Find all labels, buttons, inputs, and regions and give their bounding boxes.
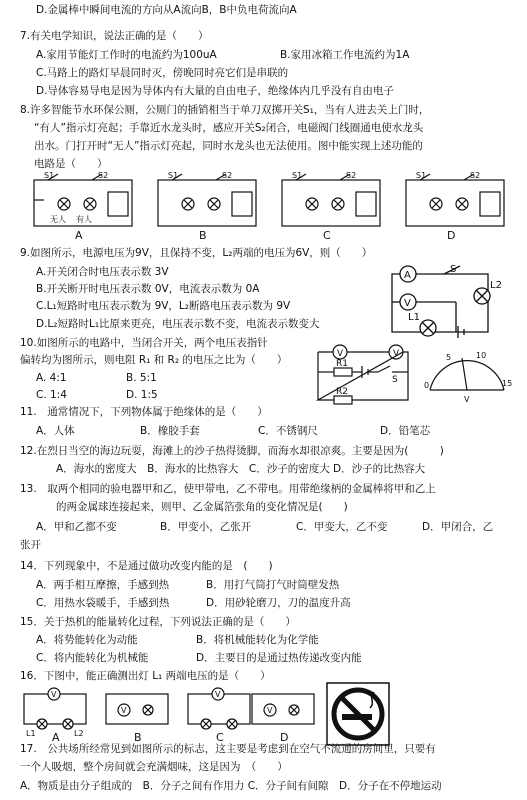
q8-stem-line2: “有人”指示灯亮起；手靠近水龙头时，感应开关S₂闭合，电磁阀门线圈通电使水龙头 [34,122,424,134]
q8-fig-label-d: D [447,229,456,242]
q13-option-a: A．甲和乙都不变 [36,521,117,533]
q16-a-v-label: V [51,690,57,699]
q7-option-b: B.家用冰箱工作电流约为1A [280,49,410,61]
q16-circuit-b [106,694,168,724]
q8-circuit-b [158,174,256,226]
q11-stem: 11. 通常情况下，下列物体属于绝缘体的是（ ） [20,406,268,418]
q9-option-b: B.开关断开时电压表示数 0V，电流表示数为 0A [36,283,260,295]
q9-circuit-diagram [378,262,508,342]
q10-dial-tick-5: 5 [446,353,452,362]
q8-b-s2-label: S2 [222,171,233,180]
q13-option-c: C．甲变大，乙不变 [296,521,388,533]
q9-option-d: D.L₂短路时L₁比原来更亮，电压表示数不变，电流表示数变大 [36,318,320,330]
q17-options: A．物质是由分子组成的 B．分子之间有作用力 C．分子间有间隙 D．分子在不停地运动 [20,780,442,792]
q8-fig-label-b: B [199,229,207,242]
q10-option-c: C. 1:4 [36,389,67,401]
q10-v1-label: V [337,349,344,359]
q8-a-s1-label: S1 [44,171,55,180]
q8-c-s2-label: S2 [346,171,357,180]
q10-switch-label: S [392,375,398,385]
q9-switch-label: S [450,264,457,275]
q10-r1-label: R1 [336,359,348,369]
q16-circuit-d [252,694,314,724]
q16-fig-label-b: B [134,731,142,742]
q9-l1-label: L1 [408,312,420,323]
q10-dial-tick-10: 10 [476,351,487,360]
q13-stem-line1: 13. 取两个相同的验电器甲和乙，使甲带电，乙不带电。用带绝缘柄的金属棒将甲和乙上 [20,483,436,495]
q10-circuit-diagram [300,340,415,410]
q7-option-a: A.家用节能灯工作时的电流约为100uA [36,49,217,61]
q11-option-d: D．铅笔芯 [380,425,431,437]
no-smoking-sign-icon [326,682,390,746]
q8-a-wuren-label: 无人 [50,215,66,224]
q10-stem-line2: 偏转均为图所示，则电阻 R₁ 和 R₂ 的电压之比为（ ） [20,354,288,366]
q8-a-youren-label: 有人 [76,215,92,224]
q16-c-v-label: V [215,690,221,699]
q8-circuit-figures [30,170,510,242]
q16-b-v-label: V [121,706,127,715]
q16-d-v-label: V [267,706,273,715]
q16-a-l2-label: L2 [74,729,84,738]
q16-a-l1-label: L1 [26,729,36,738]
q10-dial-tick-0: 0 [424,381,430,390]
q8-fig-label-a: A [75,229,83,242]
q13-stem-line2: 的两金属球连接起来，则甲、乙金属箔张角的变化情况是( ) [56,501,348,513]
q16-circuit-figures [22,686,322,742]
q16-fig-label-d: D [280,731,289,742]
q15-stem: 15．关于热机的能量转化过程，下列说法正确的是（ ） [20,616,296,628]
q9-ammeter-label: A [404,270,411,281]
q10-option-a: A. 4:1 [36,372,67,384]
q8-d-s2-label: S2 [470,171,481,180]
q8-b-s1-label: S1 [168,171,179,180]
q11-option-a: A．人体 [36,425,75,437]
q14-option-d: D．用砂轮磨刀，刀的温度升高 [206,597,351,609]
q14-option-c: C．用热水袋暖手，手感到热 [36,597,170,609]
q10-option-d: D. 1:5 [126,389,158,401]
q9-option-a: A.开关闭合时电压表示数 3V [36,266,169,278]
q10-v2-label: V [393,349,400,359]
q8-circuit-c [282,174,380,226]
q8-stem-line1: 8.许多智能节水环保公厕，公厕门的插销相当于单刀双掷开关S₁，当有人进去关上门时， [20,104,430,116]
q16-fig-label-c: C [216,731,224,742]
q16-stem: 16．下图中，能正确测出灯 L₁ 两端电压的是（ ） [20,670,271,682]
q16-fig-label-a: A [52,731,60,742]
q13-option-d: D．甲闭合，乙 [422,521,494,533]
q6-option-d: D.金属棒中瞬间电流的方向从A流向B，B中负电荷流向A [36,4,297,16]
q17-stem-line2: 一个人吸烟，整个房间就会充满烟味，这是因为 （ ） [20,761,288,773]
q14-option-b: B．用打气筒打气时筒壁发热 [206,579,340,591]
q8-a-s2-label: S2 [98,171,109,180]
q10-dial-tick-15: 15 [502,379,513,388]
q9-l2-label: L2 [490,280,502,291]
q17-stem-line1: 17. 公共场所经常见到如图所示的标志，这主要是考虑到在空气不流通的房间里，只要有 [20,743,436,755]
q14-stem: 14．下列现象中，不是通过做功改变内能的是 ( ) [20,560,273,572]
q8-circuit-d [406,174,504,226]
q11-option-b: B．橡胶手套 [140,425,200,437]
q7-option-c: C.马路上的路灯早晨同时灭，傍晚同时亮它们是串联的 [36,67,289,79]
q7-option-d: D.导体容易导电是因为导体内有大量的自由电子，绝缘体内几乎没有自由电子 [36,85,394,97]
q10-voltmeter-dial [420,346,515,406]
q13-option-d-cont: 张开 [20,539,41,551]
q15-option-b: B．将机械能转化为化学能 [196,634,319,646]
q8-d-s1-label: S1 [416,171,427,180]
q10-dial-unit: V [464,395,470,404]
q15-option-a: A．将势能转化为动能 [36,634,138,646]
q8-c-s1-label: S1 [292,171,303,180]
q10-stem-line1: 10.如图所示的电路中，当闭合开关，两个电压表指针 [20,337,268,349]
q13-option-b: B．甲变小，乙张开 [160,521,252,533]
q7-stem: 7.有关电学知识，说法正确的是（ ） [20,30,209,42]
q8-stem-line3: 出水。门打开时“无人”指示灯亮起，同时水龙头也无法使用。图中能实现上述功能的 [34,140,423,152]
q8-stem-line4: 电路是（ ） [34,158,108,170]
q15-option-c: C．将内能转化为机械能 [36,652,149,664]
q9-option-c: C.L₁短路时电压表示数为 9V，L₂断路电压表示数为 9V [36,300,291,312]
q8-fig-label-c: C [323,229,331,242]
q10-r2-label: R2 [336,387,348,397]
q11-option-c: C．不锈钢尺 [258,425,318,437]
q12-stem: 12.在烈日当空的海边玩耍，海滩上的沙子热得烫脚，而海水却很凉爽。主要是因为( ) [20,445,444,457]
q15-option-d: D．主要目的是通过热传递改变内能 [196,652,362,664]
q12-options: A．海水的密度大 B．海水的比热容大 C．沙子的密度大 D．沙子的比热容大 [56,463,426,475]
q14-option-a: A．两手相互摩擦，手感到热 [36,579,170,591]
q10-option-b: B. 5:1 [126,372,157,384]
q9-voltmeter-label: V [404,298,411,309]
q9-stem: 9.如图所示，电源电压为9V，且保持不变，L₂两端的电压为6V，则（ ） [20,247,373,259]
